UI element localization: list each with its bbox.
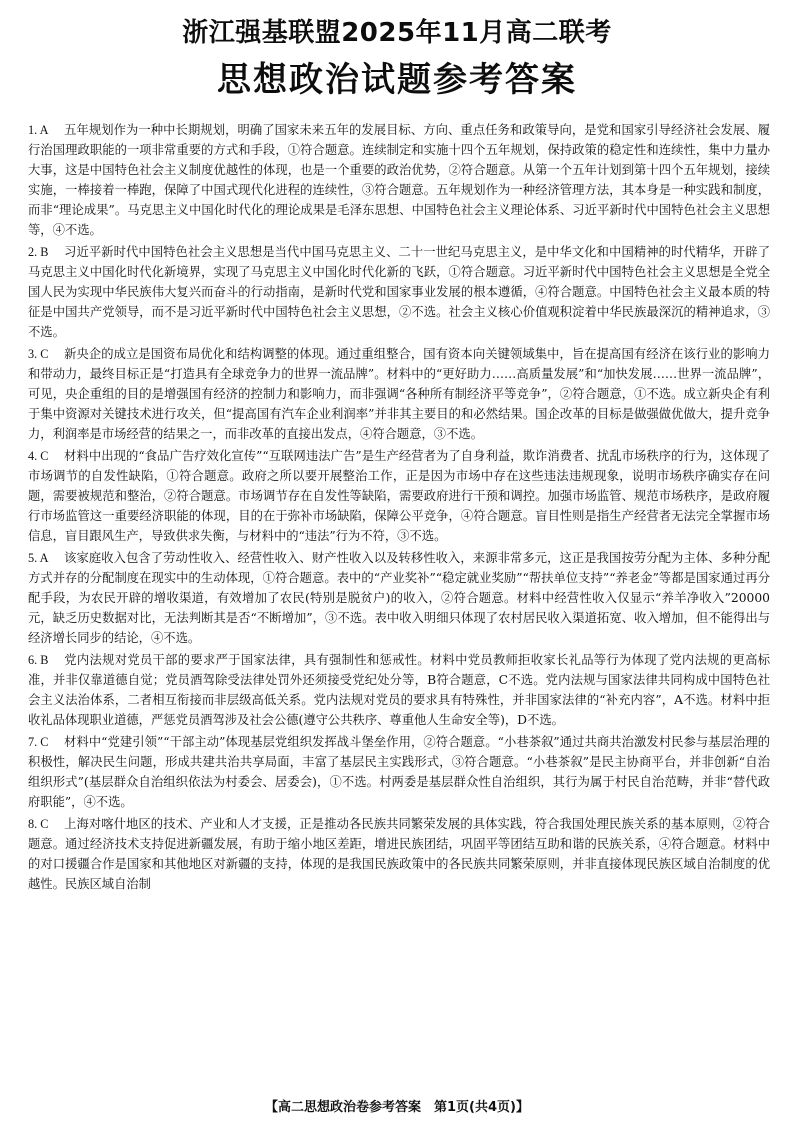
answer-number: 2. B: [28, 245, 49, 259]
answer-number: 5. A: [28, 551, 49, 565]
answer-text: 习近平新时代中国特色社会主义思想是当代中国马克思主义、二十一世纪马克思主义，是中华文化和中国精神的时代精华，开辟了马克思主义中国化时代化新境界，实现了马克思主义中国化时代化新的飞跃，①符合题意。习近平新时代中国特色社会主义思想是全党全国人民为实现中华民族伟大复兴而奋斗的行动指南，是新时代党和国家事业发展的根本遵循，④符合题意。中国特色社会主义最本质的特征是中国共产党领导，而不是习近平新时代中国特色社会主义思想，②不选。社会主义核心价值观积淀着中华民族最深沉的精神追求，③不选。: [28, 245, 770, 339]
answer-number: 7. C: [28, 735, 49, 749]
exam-title: 浙江强基联盟2025年11月高二联考: [182, 18, 612, 48]
answer-number: 6. B: [28, 653, 49, 667]
answer-key-subtitle: 思想政治试题参考答案: [217, 60, 577, 100]
page-footer: 【高二思想政治卷参考答案 第1页(共4页)】: [265, 1100, 529, 1115]
answer-number: 8. C: [28, 817, 49, 831]
answer-item: [28, 548, 770, 648]
answer-text: 党内法规对党员干部的要求严于国家法律，具有强制性和惩戒性。材料中党员教师拒收家长礼品等行为体现了党内法规的更高标准，并非仅靠道德自觉；党员酒驾除受法律处罚外还须接受党纪处分等，B符合题意，C不选。党内法规与国家法律共同构成中国特色社会主义法治体系，二者相互衔接而非层级高低关系。党内法规对党员的要求具有特殊性，并非国家法律的“补充内容”，A不选。材料中拒收礼品体现职业道德，严惩党员酒驾涉及社会公德(遵守公共秩序、尊重他人生命安全等)，D不选。: [28, 653, 770, 727]
answer-text: 材料中出现的“食品广告疗效化宣传”“互联网违法广告”是生产经营者为了自身利益，欺诈消费者、扰乱市场秩序的行为，这体现了市场调节的自发性缺陷，①符合题意。政府之所以要开展整治工作，正是因为市场中存在这些违法违规现象，说明市场秩序确实存在问题，需要被规范和整治，②符合题意。市场调节存在自发性等缺陷，需要政府进行干预和调控。加强市场监管、规范市场秩序，是政府履行市场监管这一重要经济职能的体现，目的在于弥补市场缺陷，保障公平竞争，④符合题意。盲目性则是指生产经营者无法完全掌握市场信息，盲目跟风生产，导致供求失衡，与材料中的“违法”行为不符，③不选。: [28, 449, 770, 543]
answer-text: 五年规划作为一种中长期规划，明确了国家未来五年的发展目标、方向、重点任务和政策导向，是党和国家引导经济社会发展、履行治国理政职能的一项非常重要的方式和手段，①符合题意。连续制定和实施十四个五年规划，保持政策的稳定性和连续性，集中力量办大事，这是中国特色社会主义制度优越性的体现，也是一个重要的政治优势，②符合题意。从第一个五年计划到第十四个五年规划，接续实施，一棒接着一棒跑，保障了中国式现代化进程的连续性，③符合题意。五年规划作为一种经济管理方法，其本身是一种实践和制度，而非“理论成果”。马克思主义中国化时代化的理论成果是毛泽东思想、中国特色社会主义理论体系、习近平新时代中国特色社会主义思想等，④不选。: [28, 123, 770, 237]
answer-item: [28, 814, 770, 894]
answer-number: 3. C: [28, 347, 49, 361]
answer-text: 材料中“党建引领”“干部主动”体现基层党组织发挥战斗堡垒作用，②符合题意。“小巷茶叙”通过共商共治激发村民参与基层治理的积极性，解决民生问题，形成共建共治共享局面，丰富了基层民主实践形式，③符合题意。“小巷茶叙”是民主协商平台，并非创新“自治组织形式”(基层群众自治组织依法为村委会、居委会)，①不选。村两委是基层群众性自治组织，其行为属于村民自治范畴，并非“替代政府职能”，④不选。: [28, 735, 770, 809]
answer-number: 1. A: [28, 123, 49, 137]
answer-text: 新央企的成立是国资布局优化和结构调整的体现。通过重组整合，国有资本向关键领域集中，旨在提高国有经济在该行业的影响力和带动力，最终目标正是“打造具有全球竞争力的世界一流品牌”。材料中的“更好助力……高质量发展”和“加快发展……世界一流品牌”，可见，央企重组的目的是增强国有经济的控制力和影响力，而非强调“各种所有制经济平等竞争”，②符合题意，①不选。成立新央企有利于集中资源对关键技术进行攻关，但“提高国有汽车企业利润率”并非其主要目的和必然结果。国企改革的目标是做强做优做大，提升竞争力，利润率是市场经营的结果之一，而非改革的直接出发点，④符合题意，③不选。: [28, 347, 770, 441]
answer-item: [28, 446, 770, 546]
answer-text: 上海对喀什地区的技术、产业和人才支援，正是推动各民族共同繁荣发展的具体实践，符合我国处理民族关系的基本原则，②符合题意。通过经济技术支持促进新疆发展，有助于缩小地区差距，增进民族团结，巩固平等团结互助和谐的民族关系，④符合题意。材料中的对口援疆合作是国家和其他地区对新疆的支持，体现的是我国民族政策中的各民族共同繁荣原则，并非直接体现民族区域自治制度的优越性。民族区域自治制: [28, 817, 770, 891]
answer-number: 4. C: [28, 449, 49, 463]
answer-text: 该家庭收入包含了劳动性收入、经营性收入、财产性收入以及转移性收入，来源非常多元，这正是我国按劳分配为主体、多种分配方式并存的分配制度在现实中的生动体现，①符合题意。表中的“产业奖补”“稳定就业奖励”“帮扶单位支持”“养老金”等都是国家通过再分配手段，为农民开辟的增收渠道，有效增加了农民(特别是脱贫户)的收入，②符合题意。材料中经营性收入仅显示“养羊净收入”20000元，缺乏历史数据对比，无法判断其是否“不断增加”，③不选。表中收入明细只体现了农村居民收入渠道拓宽、收入增加，但不能得出与经济增长同步的结论，④不选。: [28, 551, 770, 645]
answer-list: [28, 120, 770, 1090]
answer-item: [28, 344, 770, 444]
answer-item: [28, 242, 770, 342]
answer-item: [28, 732, 770, 812]
answer-item: [28, 650, 770, 730]
answer-item: [28, 120, 770, 240]
